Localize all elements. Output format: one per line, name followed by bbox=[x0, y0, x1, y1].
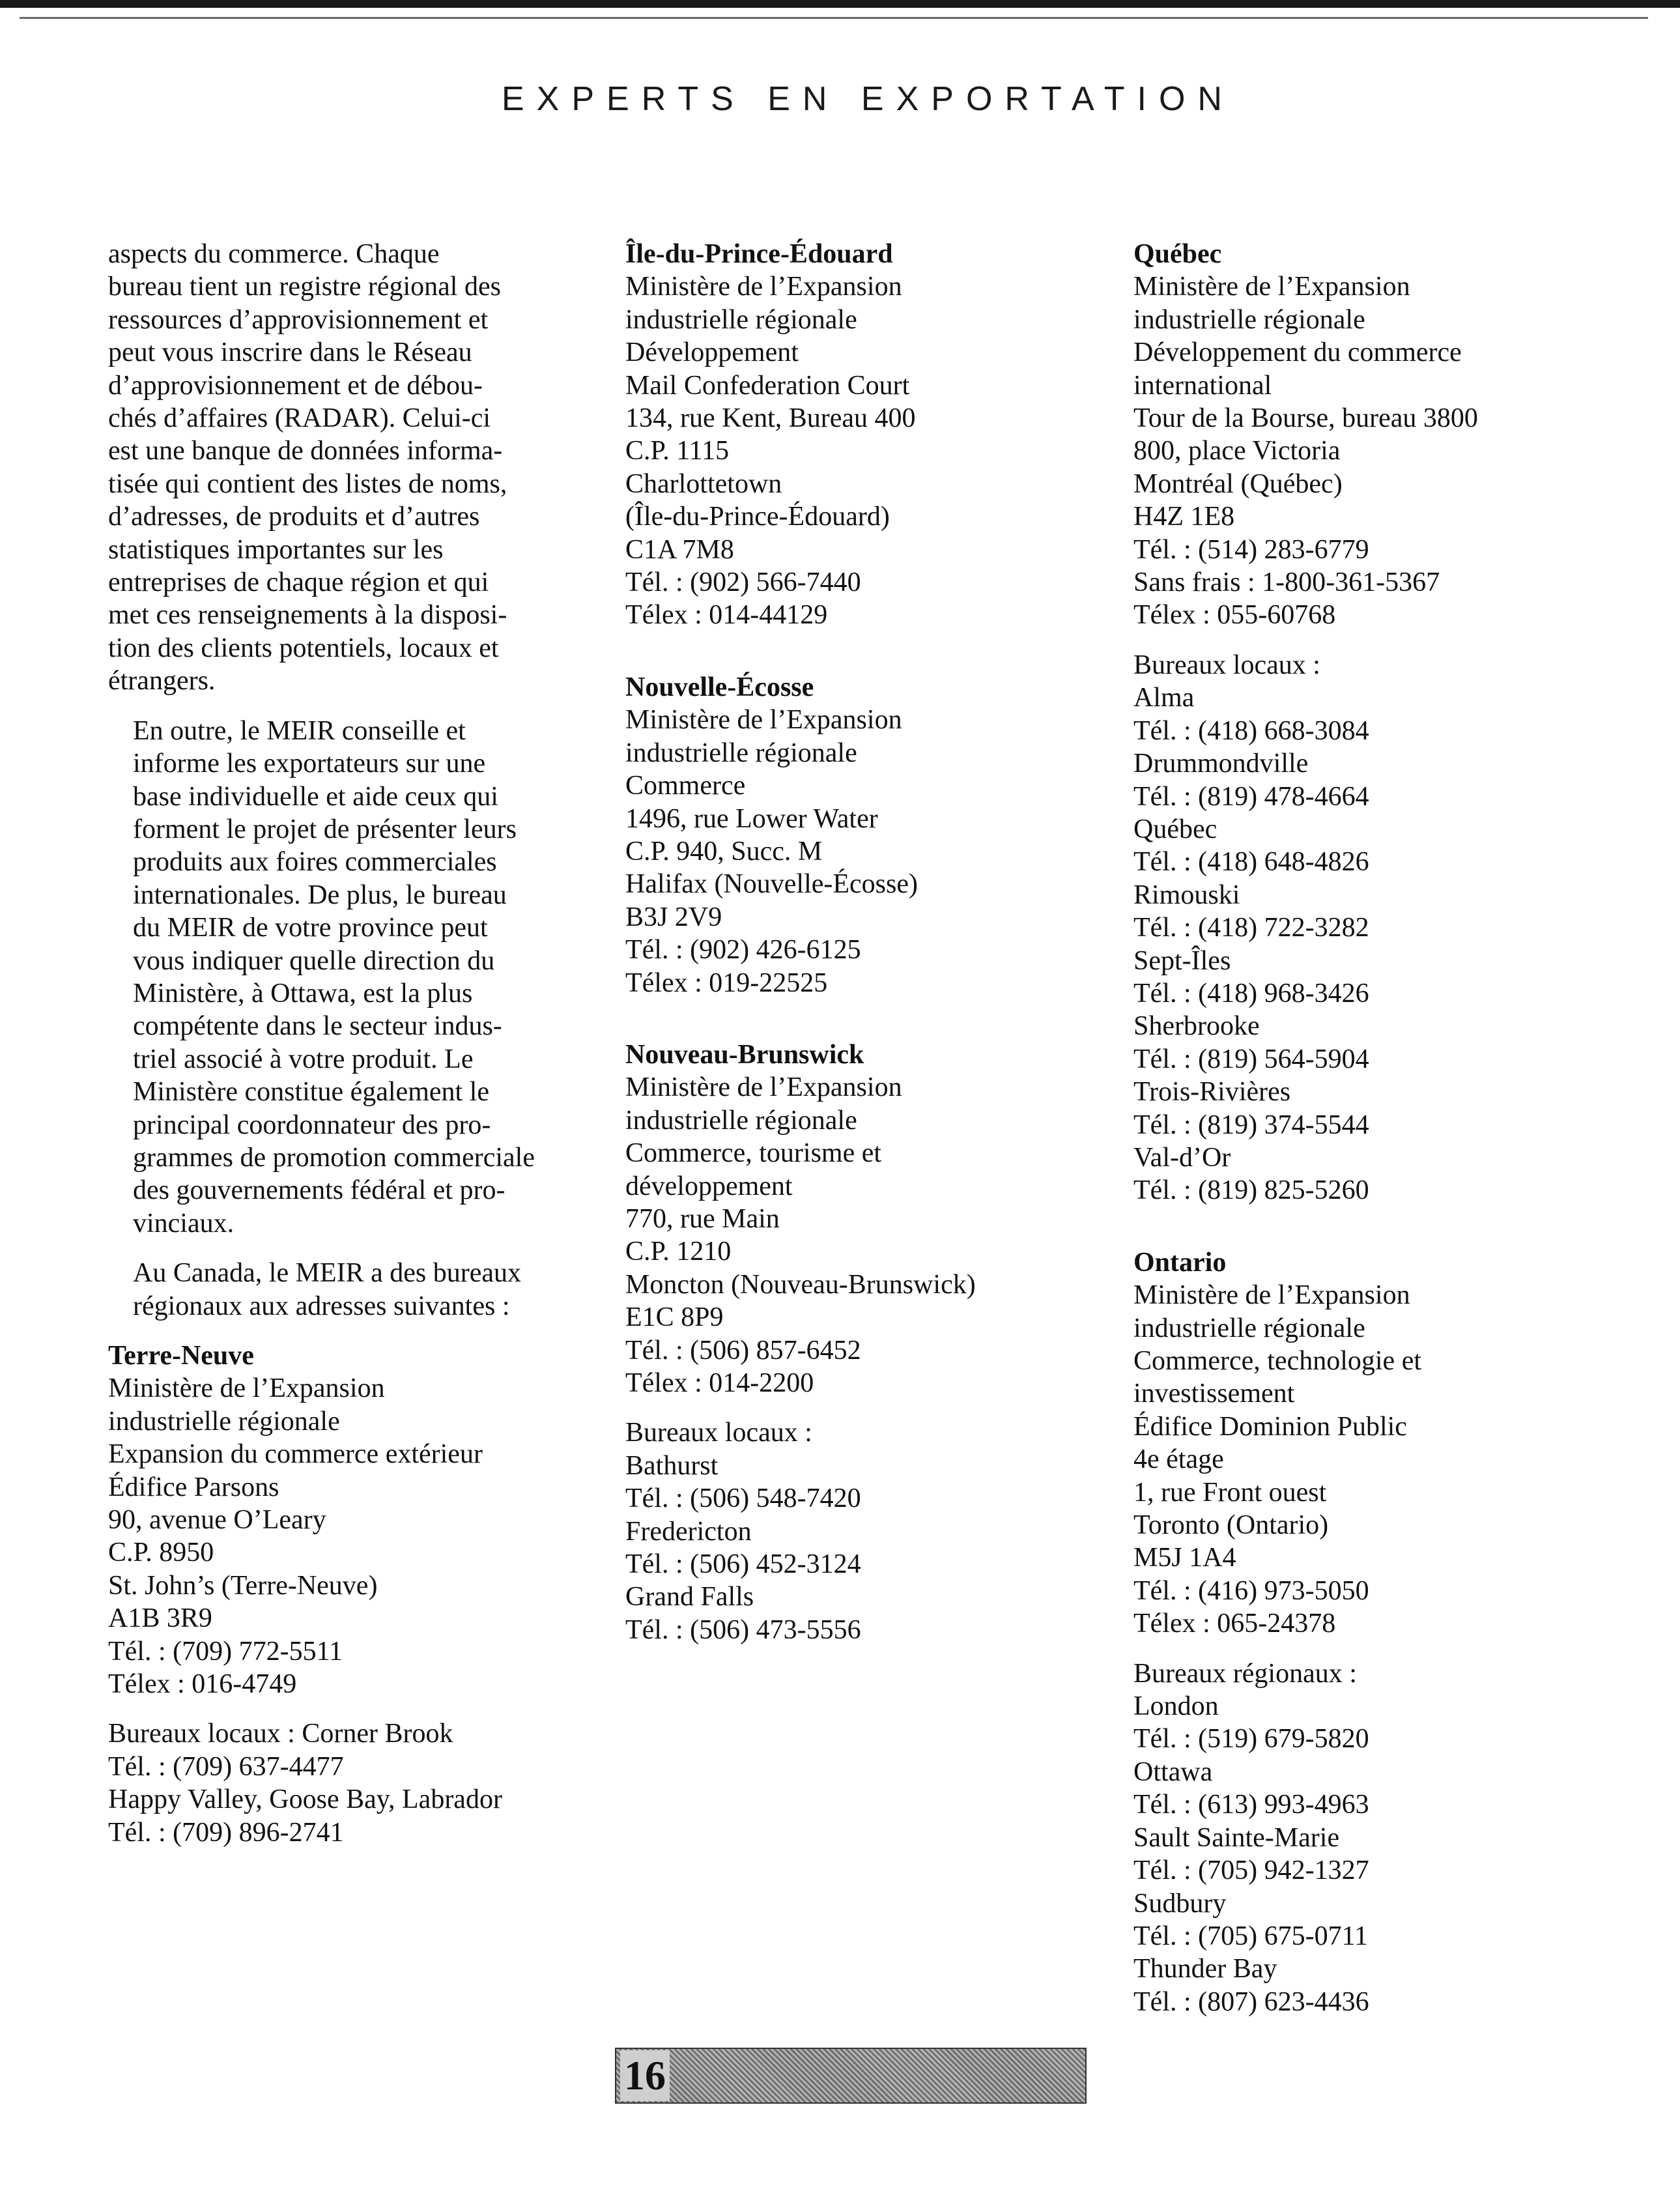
text-line: Tél. : (506) 452-3124 bbox=[625, 1549, 861, 1580]
text-line: Bathurst bbox=[625, 1450, 719, 1481]
text-line: Tél. : (709) 772-5511 bbox=[108, 1636, 343, 1667]
text-line: Ministère de l’Expansion bbox=[1133, 272, 1410, 302]
text-line: 770, rue Main bbox=[625, 1203, 780, 1234]
text-line: Commerce, tourisme et bbox=[625, 1138, 882, 1169]
text-line: Charlottetown bbox=[625, 468, 782, 499]
text-line: investissement bbox=[1133, 1379, 1295, 1409]
text-line: Ottawa bbox=[1133, 1756, 1213, 1787]
text-line: 1, rue Front ouest bbox=[1133, 1477, 1327, 1508]
office-nouvelle-ecosse bbox=[625, 671, 1081, 999]
text-line: Développement bbox=[625, 337, 799, 368]
text-line: Tél. : (709) 896-2741 bbox=[108, 1817, 344, 1848]
paragraph-meir-advice bbox=[108, 715, 584, 1240]
text-line: peut vous inscrire dans le Réseau bbox=[108, 337, 472, 368]
text-line: des gouvernements fédéral et pro- bbox=[133, 1175, 505, 1206]
text-line: Tél. : (705) 942-1327 bbox=[1133, 1855, 1369, 1886]
text-line: Au Canada, le MEIR a des bureaux bbox=[133, 1258, 521, 1289]
regional-offices-ontario bbox=[1133, 1657, 1629, 2018]
text-line: Télex : 019-22525 bbox=[625, 967, 828, 998]
text-line: (Île-du-Prince-Édouard) bbox=[625, 502, 890, 532]
section-title: Île-du-Prince-Édouard bbox=[625, 239, 893, 269]
text-line: Édifice Parsons bbox=[108, 1472, 279, 1502]
text-line: Télex : 014-2200 bbox=[625, 1368, 814, 1398]
text-line: Val-d’Or bbox=[1133, 1142, 1231, 1173]
text-line: B3J 2V9 bbox=[625, 902, 722, 932]
text-line: industrielle régionale bbox=[625, 737, 857, 768]
address-block bbox=[625, 270, 1081, 631]
text-line: Tél. : (506) 548-7420 bbox=[625, 1483, 861, 1514]
text-line: Tél. : (418) 668-3084 bbox=[1133, 715, 1369, 746]
text-line: Tél. : (506) 857-6452 bbox=[625, 1335, 861, 1366]
local-offices-terre-neuve bbox=[108, 1717, 584, 1849]
text-line: industrielle régionale bbox=[108, 1406, 340, 1437]
text-line: Tél. : (709) 637-4477 bbox=[108, 1751, 344, 1782]
address-block bbox=[625, 1071, 1081, 1399]
paragraph-regional-offices-intro bbox=[108, 1257, 584, 1323]
text-line: compétente dans le secteur indus- bbox=[133, 1011, 502, 1042]
text-line: Édifice Dominion Public bbox=[1133, 1411, 1407, 1442]
top-border-rule bbox=[0, 0, 1680, 8]
section-title: Ontario bbox=[1133, 1247, 1227, 1278]
section-title: Québec bbox=[1133, 239, 1222, 269]
text-line: 90, avenue O’Leary bbox=[108, 1505, 326, 1536]
text-line: Mail Confederation Court bbox=[625, 370, 910, 401]
top-thin-rule bbox=[20, 17, 1648, 19]
text-line: tion des clients potentiels, locaux et bbox=[108, 633, 499, 663]
text-line: Tour de la Bourse, bureau 3800 bbox=[1133, 403, 1478, 434]
text-line: Bureaux régionaux : bbox=[1133, 1658, 1357, 1689]
text-line: développement bbox=[625, 1171, 793, 1201]
text-line: Tél. : (418) 968-3426 bbox=[1133, 978, 1369, 1009]
text-line: Sherbrooke bbox=[1133, 1011, 1260, 1042]
section-title: Nouveau-Brunswick bbox=[625, 1039, 864, 1070]
text-line: Bureaux locaux : bbox=[1133, 650, 1320, 680]
text-line: Tél. : (819) 478-4664 bbox=[1133, 781, 1369, 812]
text-line: étrangers. bbox=[108, 666, 216, 696]
text-line: En outre, le MEIR conseille et bbox=[133, 715, 466, 746]
text-line: industrielle régionale bbox=[1133, 1313, 1365, 1343]
text-line: industrielle régionale bbox=[625, 1105, 857, 1136]
text-line: H4Z 1E8 bbox=[1133, 502, 1235, 532]
text-line: Ministère de l’Expansion bbox=[625, 272, 902, 302]
office-terre-neuve bbox=[108, 1339, 584, 1700]
office-quebec bbox=[1133, 238, 1629, 632]
text-line: Sudbury bbox=[1133, 1888, 1227, 1919]
text-line: Télex : 014-44129 bbox=[625, 600, 828, 631]
text-line: Drummondville bbox=[1133, 749, 1309, 779]
text-line: Tél. : (514) 283-6779 bbox=[1133, 534, 1369, 565]
text-line: Tél. : (819) 564-5904 bbox=[1133, 1044, 1369, 1074]
text-line: 134, rue Kent, Bureau 400 bbox=[625, 403, 916, 434]
text-line: C1A 7M8 bbox=[625, 534, 734, 565]
text-line: international bbox=[1133, 370, 1272, 401]
address-block bbox=[1133, 270, 1629, 631]
address-block bbox=[108, 1372, 584, 1700]
text-line: produits aux foires commerciales bbox=[133, 847, 497, 878]
text-line: Tél. : (418) 648-4826 bbox=[1133, 847, 1369, 878]
text-line: régionaux aux adresses suivantes : bbox=[133, 1291, 510, 1321]
text-line: principal coordonnateur des pro- bbox=[133, 1110, 491, 1140]
text-line: C.P. 940, Succ. M bbox=[625, 836, 823, 866]
text-line: Expansion du commerce extérieur bbox=[108, 1439, 483, 1470]
column-right bbox=[1133, 238, 1629, 2035]
text-line: Québec bbox=[1133, 814, 1217, 844]
text-line: triel associé à votre produit. Le bbox=[133, 1044, 474, 1074]
text-line: Sept-Îles bbox=[1133, 945, 1231, 976]
text-line: Sault Sainte-Marie bbox=[1133, 1822, 1340, 1853]
office-ile-du-prince-edouard bbox=[625, 238, 1081, 632]
text-line: Développement du commerce bbox=[1133, 337, 1462, 368]
text-line: C.P. 1115 bbox=[625, 436, 730, 466]
text-line: Télex : 055-60768 bbox=[1133, 600, 1336, 631]
text-line: Tél. : (902) 566-7440 bbox=[625, 567, 861, 598]
text-line: entreprises de chaque région et qui bbox=[108, 567, 489, 598]
office-ontario bbox=[1133, 1246, 1629, 1640]
text-line: Ministère de l’Expansion bbox=[625, 705, 902, 736]
paragraph-radar bbox=[108, 238, 584, 698]
text-line: Rimouski bbox=[1133, 880, 1240, 910]
section-title: Terre-Neuve bbox=[108, 1341, 254, 1371]
column-middle bbox=[625, 238, 1081, 1663]
text-line: Tél. : (819) 374-5544 bbox=[1133, 1110, 1369, 1140]
text-line: Commerce, technologie et bbox=[1133, 1346, 1422, 1376]
text-line: informe les exportateurs sur une bbox=[133, 749, 486, 779]
text-line: Bureaux locaux : bbox=[625, 1418, 812, 1448]
text-line: E1C 8P9 bbox=[625, 1302, 724, 1333]
section-title: Nouvelle-Écosse bbox=[625, 672, 814, 702]
text-line: 4e étage bbox=[1133, 1444, 1224, 1475]
text-line: Bureaux locaux : Corner Brook bbox=[108, 1719, 453, 1749]
text-line: London bbox=[1133, 1691, 1219, 1722]
address-block bbox=[625, 704, 1081, 999]
text-line: Happy Valley, Goose Bay, Labrador bbox=[108, 1784, 502, 1815]
text-line: Télex : 065-24378 bbox=[1133, 1609, 1336, 1639]
text-line: Ministère de l’Expansion bbox=[625, 1072, 902, 1103]
text-line: M5J 1A4 bbox=[1133, 1543, 1236, 1573]
text-line: ressources d’approvisionnement et bbox=[108, 304, 489, 335]
text-line: statistiques importantes sur les bbox=[108, 534, 444, 565]
text-line: vous indiquer quelle direction du bbox=[133, 945, 495, 976]
text-line: Grand Falls bbox=[625, 1582, 754, 1612]
text-line: A1B 3R9 bbox=[108, 1603, 212, 1634]
text-line: St. John’s (Terre-Neuve) bbox=[108, 1570, 378, 1601]
text-line: Commerce bbox=[625, 771, 746, 801]
column-left bbox=[108, 238, 584, 1866]
text-line: Montréal (Québec) bbox=[1133, 468, 1343, 499]
text-line: Tél. : (416) 973-5050 bbox=[1133, 1575, 1369, 1606]
text-line: Trois-Rivières bbox=[1133, 1077, 1291, 1108]
text-line: bureau tient un registre régional des bbox=[108, 272, 501, 302]
text-line: Moncton (Nouveau-Brunswick) bbox=[625, 1269, 976, 1300]
text-line: forment le projet de présenter leurs bbox=[133, 814, 517, 844]
text-line: Tél. : (613) 993-4963 bbox=[1133, 1790, 1369, 1820]
text-line: d’approvisionnement et de débou- bbox=[108, 370, 483, 401]
text-line: Tél. : (819) 825-5260 bbox=[1133, 1175, 1369, 1206]
local-offices-quebec bbox=[1133, 649, 1629, 1207]
text-line: du MEIR de votre province peut bbox=[133, 913, 488, 943]
text-line: C.P. 1210 bbox=[625, 1237, 732, 1267]
page-number: 16 bbox=[620, 2050, 670, 2101]
text-line: internationales. De plus, le bureau bbox=[133, 880, 507, 910]
text-line: Halifax (Nouvelle-Écosse) bbox=[625, 869, 918, 900]
text-line: Toronto (Ontario) bbox=[1133, 1510, 1329, 1541]
text-line: aspects du commerce. Chaque bbox=[108, 239, 440, 269]
address-block bbox=[1133, 1279, 1629, 1640]
text-line: Thunder Bay bbox=[1133, 1954, 1277, 1984]
text-line: 1496, rue Lower Water bbox=[625, 803, 878, 834]
text-line: est une banque de données informa- bbox=[108, 436, 503, 466]
text-line: Tél. : (807) 623-4436 bbox=[1133, 1986, 1369, 2017]
text-line: Fredericton bbox=[625, 1516, 752, 1547]
running-head: EXPERTS EN EXPORTATION bbox=[502, 80, 1234, 118]
text-line: chés d’affaires (RADAR). Celui-ci bbox=[108, 403, 491, 434]
text-line: Tél. : (519) 679-5820 bbox=[1133, 1724, 1369, 1754]
office-nouveau-brunswick bbox=[625, 1038, 1081, 1399]
text-line: d’adresses, de produits et d’autres bbox=[108, 502, 480, 532]
text-line: Ministère de l’Expansion bbox=[1133, 1280, 1410, 1311]
text-line: met ces renseignements à la disposi- bbox=[108, 600, 507, 631]
text-line: Sans frais : 1-800-361-5367 bbox=[1133, 567, 1440, 598]
text-line: grammes de promotion commerciale bbox=[133, 1142, 535, 1173]
text-line: Ministère de l’Expansion bbox=[108, 1373, 385, 1404]
text-line: Alma bbox=[1133, 683, 1195, 713]
text-line: Ministère, à Ottawa, est la plus bbox=[133, 978, 473, 1009]
text-line: Tél. : (705) 675-0711 bbox=[1133, 1921, 1369, 1951]
text-line: vinciaux. bbox=[133, 1208, 235, 1239]
text-line: base individuelle et aide ceux qui bbox=[133, 781, 498, 812]
text-line: Tél. : (506) 473-5556 bbox=[625, 1614, 861, 1645]
text-line: industrielle régionale bbox=[1133, 304, 1365, 335]
text-line: tisée qui contient des listes de noms, bbox=[108, 468, 507, 499]
text-line: C.P. 8950 bbox=[108, 1538, 214, 1568]
local-offices-nouveau-brunswick bbox=[625, 1416, 1081, 1646]
text-line: Tél. : (418) 722-3282 bbox=[1133, 913, 1369, 943]
text-line: industrielle régionale bbox=[625, 304, 857, 335]
text-line: Tél. : (902) 426-6125 bbox=[625, 935, 861, 966]
text-line: Ministère constitue également le bbox=[133, 1077, 489, 1108]
page-number-bar bbox=[615, 2048, 1087, 2104]
text-line: 800, place Victoria bbox=[1133, 436, 1341, 466]
text-line: Télex : 016-4749 bbox=[108, 1669, 297, 1700]
